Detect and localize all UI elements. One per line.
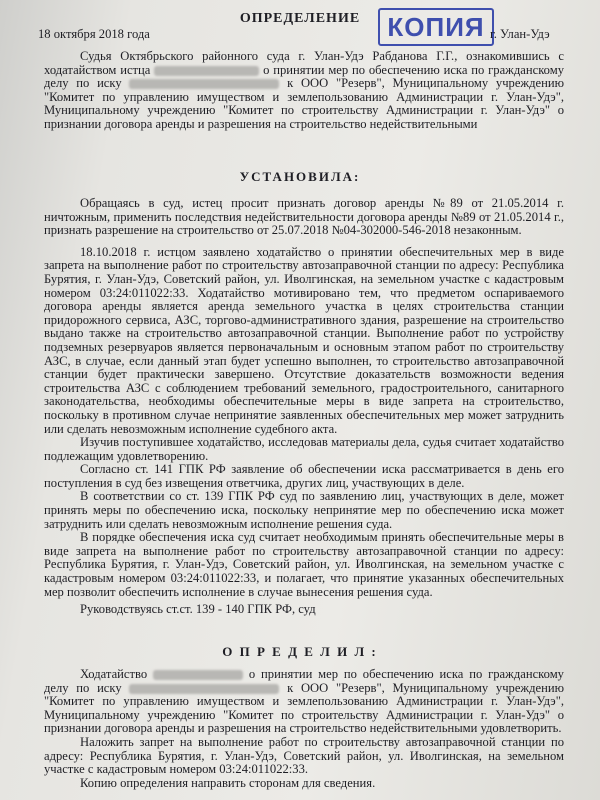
intro-text-3: к ООО "Резерв", Муниципальному учреждению "Комитет по управлению имуществом и землепользованию Администрации г. Улан-Удэ", Муниципальному учреждению "Комитет по строительству Администрации г. Улан-Удэ" о признании договора аренды и разрешения на строительство недействительными [44, 76, 565, 131]
document-date: 18 октября 2018 года [38, 27, 150, 41]
ustanovila-section [44, 197, 564, 617]
section-heading-opredelil: О П Р Е Д Е Л И Л : [222, 644, 378, 659]
paragraph: 18.10.2018 г. истцом заявлено ходатайство о принятии обеспечительных мер в виде запрета на выполнение работ по строительству автозаправочной станции по адресу: Республика Бурятия, г. Улан-Удэ, Советский район, ул. Иволгинская, на земельном участке с кадастровым номером 03:24:011022:33. Ходатайство мотивировано тем, что предметом оспариваемого договора аренды является аренда земельного участка в целях строительства станции придорожного сервиса, АЗС, торгово-административного здания, разрешение на строительство выдано также на строительство автозаправочной станции. Выполнение работ по устройству подземных резервуаров является первоначальным и основным этапом работ по строительству АЗС, в случае, если данный этап будет успешно выполнен, то строительство автозаправочной станции будет практически завершено. Отсутствие доказательств возможности ведения строительства АЗС с соблюдением требований земельного, градостроительного, санитарного законодательства, необходимы обеспечительные меры в виде запрета на строительство, поскольку в противном случае непринятие заявленных обеспечительных мер может затруднить или сделать невозможным исполнение судебного акта. [44, 244, 564, 436]
paragraph: В порядке обеспечения иска суд считает необходимым принять обеспечительные меры в виде запрета на выполнение работ по строительству автозаправочной станции по адресу: Республика Бурятия, г. Улан-Удэ, Советский район, ул. Иволгинская, на земельном участке с кадастровым номером 03:24:011022:33, и полагает, что принятие указанных обеспечительных мер позволит обеспечить исполнение в случае вынесения решения суда. [44, 530, 564, 599]
document-city: г. Улан-Удэ [490, 27, 550, 41]
redacted-name [153, 670, 243, 680]
paragraph: Обращаясь в суд, истец просит признать договор аренды №89 от 21.05.2014 г. ничтожным, применить последствия недействительности договора аренды №89 от 21.05.2014 г., признать разрешение на строительство от 25.07.2018 №04-302000-546-2018 незаконным. [44, 196, 564, 238]
paragraph: В соответствии со ст. 139 ГПК РФ суд по заявлению лиц, участвующих в деле, может принять меры по обеспечению иска, поскольку непринятие мер по обеспечению иска может затруднить или сделать невозможным исполнение решения суда. [44, 489, 564, 531]
paragraph: Согласно ст. 141 ГПК РФ заявление об обеспечении иска рассматривается в день его поступления в суд без извещения ответчика, других лиц, участвующих в деле. [44, 462, 564, 490]
opredelil-text-1: Ходатайство [80, 667, 148, 681]
redacted-name [129, 79, 279, 89]
opredelil-text-3: к ООО "Резерв", Муниципальному учреждению "Комитет по управлению имуществом и землепользованию Администрации г. Улан-Удэ", Муниципальному учреждению "Комитет по строительству Администрации г. Улан-Удэ" о признании договора аренды и разрешения на строительство недействительными удовлетворить. [44, 680, 565, 736]
paragraph: Наложить запрет на выполнение работ по строительству автозаправочной станции по адресу: Республика Бурятия, г. Улан-Удэ, Советский район, ул. Иволгинская, на земельном участке с кадастровым номером 03:24:011022:33. [44, 734, 564, 777]
section-heading-ustanovila: УСТАНОВИЛА: [239, 169, 361, 184]
redacted-name [129, 684, 279, 694]
intro-text-2: о принятии мер по обеспечению иска по гражданскому делу по иску [44, 62, 565, 91]
document-title: ОПРЕДЕЛЕНИЕ [239, 11, 361, 26]
paragraph: Копию определения направить сторонам для сведения. [80, 775, 376, 790]
paragraph: Руководствуясь ст.ст. 139 - 140 ГПК РФ, суд [80, 602, 316, 617]
paragraph: Изучив поступившее ходатайство, исследовав материалы дела, судья считает ходатайство подлежащим удовлетворению. [44, 435, 564, 463]
opredelil-section [44, 668, 564, 790]
opredelil-text-2: о принятии мер по обеспечению иска по гражданскому делу по иску [44, 667, 564, 695]
intro-text-1: Судья Октябрьского районного суда г. Улан-Удэ Рабданова Г.Г., ознакомившись с ходатайством истца [44, 49, 564, 77]
intro-paragraph [44, 50, 564, 132]
redacted-name [154, 66, 259, 76]
copy-stamp: КОПИЯ [378, 8, 494, 46]
